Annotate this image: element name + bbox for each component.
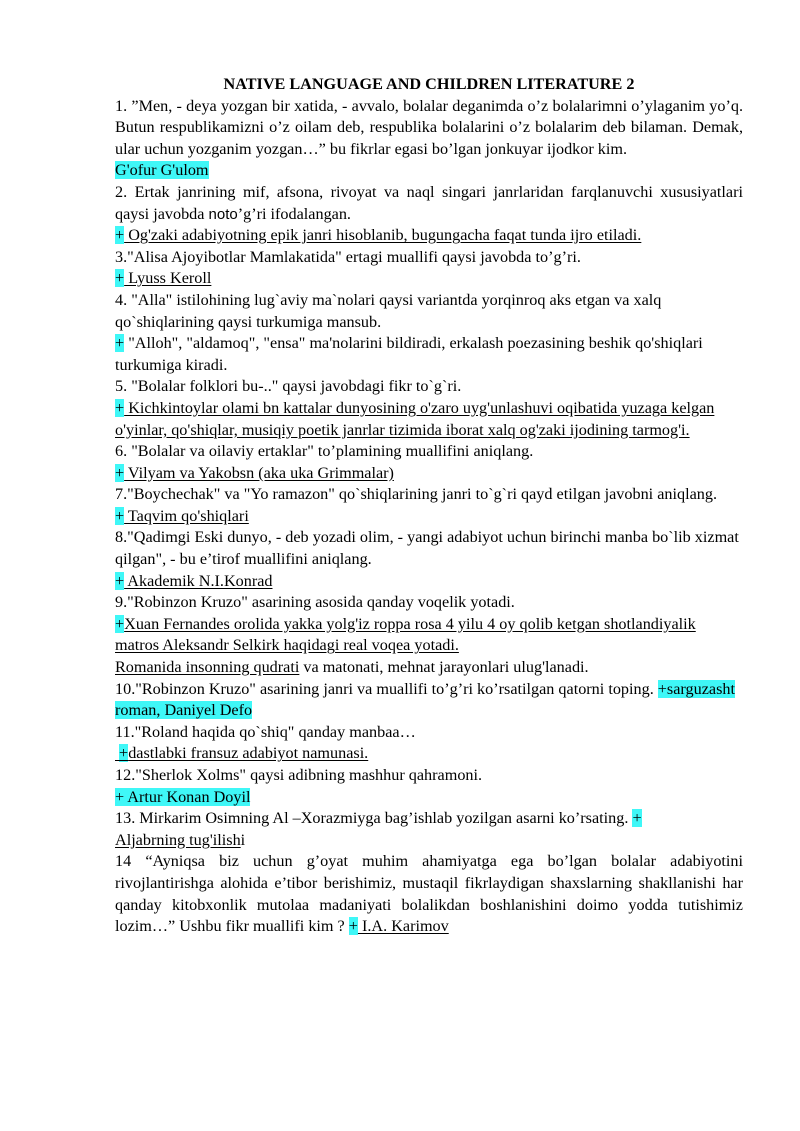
answer-2-text: Og'zaki adabiyotning epik janri hisoblanib, bugungacha faqat tunda ijro etiladi. (124, 226, 642, 245)
answer-2 (115, 225, 743, 247)
answer-11 (115, 743, 743, 765)
question-14 (115, 851, 743, 937)
answer-9-plus: + (115, 614, 125, 633)
answer-14-plus: + (348, 917, 358, 936)
answer-2-plus: + (115, 226, 125, 245)
answer-12-text: + Artur Konan Doyil (115, 787, 251, 806)
question-3: 3."Alisa Ajoyibotlar Mamlakatida" ertagi muallifi qaysi javobda to’g’ri. (115, 247, 581, 266)
answer-8-text: Akademik N.I.Konrad (124, 571, 273, 590)
question-6: 6. "Bolalar va oilaviy ertaklar" to’plamining muallifini aniqlang. (115, 442, 534, 461)
question-2-text-end: ’g’ri ifodalangan. (237, 204, 351, 223)
answer-11-plus: + (119, 744, 129, 763)
answer-6-plus: + (115, 463, 125, 482)
answer-11-text: dastlabki fransuz adabiyot namunasi. (128, 744, 369, 763)
answer-6 (115, 463, 743, 485)
answer-9-extra (115, 657, 743, 679)
answer-9-extra-underlined: Romanida insonning qudrati (115, 658, 300, 677)
answer-13-text: Aljabrning tug'ilish (115, 830, 241, 849)
answer-7 (115, 506, 743, 528)
answer-3 (115, 268, 743, 290)
answer-4 (115, 333, 743, 376)
answer-8-plus: + (115, 571, 125, 590)
answer-3-text: Lyuss Keroll (124, 269, 212, 288)
answer-12 (115, 787, 743, 809)
answer-1 (115, 160, 743, 182)
answer-13-plus: + (632, 809, 642, 828)
question-7: 7."Boychechak" va "Yo ramazon" qo`shiqlarining janri to`g`ri qayd etilgan javobni aniqlang. (115, 485, 717, 504)
answer-4-plus: + (115, 334, 125, 353)
question-5: 5. "Bolalar folklori bu-.." qaysi javobdagi fikr to`g`ri. (115, 377, 462, 396)
answer-5-plus: + (115, 398, 125, 417)
question-2 (115, 182, 743, 225)
answer-14-text: I.A. Karimov (357, 917, 449, 936)
question-10-text: 10."Robinzon Kruzo" asarining janri va muallifi to’g’ri ko’rsatilgan qatorni toping. (115, 679, 658, 698)
answer-8 (115, 571, 743, 593)
question-13-text: 13. Mirkarim Osimning Al –Xorazmiyga bag’ishlab yozilgan asarni ko’rsating. (115, 809, 633, 828)
answer-9-extra-text: va matonati, mehnat jarayonlari ulug'lanadi. (299, 658, 589, 677)
answer-3-plus: + (115, 269, 125, 288)
question-2-text: 2. Ertak janrining mif, afsona, rivoyat va naql singari janrlaridan farqlanuvchi xususiyatlari qaysi javobda (115, 182, 743, 223)
question-8: 8."Qadimgi Eski dunyo, - deb yozadi olim, - yangi adabiyot uchun birinchi manba bo`lib xizmat qilgan", - bu e’tirof muallifini aniqlang. (115, 528, 739, 569)
question-13 (115, 808, 743, 851)
question-9: 9."Robinzon Kruzo" asarining asosida qanday voqelik yotadi. (115, 593, 515, 612)
answer-13-text-end: i (240, 830, 246, 849)
answer-5-text: Kichkintoylar olami bn kattalar dunyosining o'zaro uyg'unlashuvi oqibatida yuzaga kelgan o'yinlar, qo'shiqlar, musiqiy poetik janrlar tizimida iborat xalq og'zaki ijodining tarmog'i. (115, 398, 715, 439)
answer-9-text: Xuan Fernandes orolida yakka yolg'iz roppa rosa 4 yilu 4 oy qolib ketgan shotlandiyalik matros Aleksandr Selkirk haqidagi real voqea yotadi. (115, 614, 696, 655)
question-14-text: 14 “Ayniqsa biz uchun g’oyat muhim ahamiyatga ega bo’lgan bolalar adabiyotini rivojlantirishga alohida e’tibor berishimiz, mustaqil fikrlaydigan shaxslarning shakllanishi har qanday kitobxonlik mutolaa madaniyati bolalikdan boshlanishini doimo yodda tutishimiz lozim…” Ushbu fikr muallifi kim ? (115, 852, 743, 936)
answer-7-text: Taqvim qo'shiqlari (124, 506, 249, 525)
document-page (115, 74, 743, 938)
question-4: 4. "Alla" istilohining lug`aviy ma`nolari qaysi variantda yorqinroq aks etgan va xalq qo`shiqlarining qaysi turkumiga mansub. (115, 290, 662, 331)
question-1: 1. ”Men, - deya yozgan bir xatida, - avvalo, bolalar deganimda o’z bolalarimni o’ylaganim yo’q. Butun respublikamizni o’z oilam deb, respublika bolalarini o’z bolalarim deb bilaman. Demak, ular uchun yozganim yozgan…” bu fikrlar egasi bo’lgan jonkuyar ijodkor kim. (115, 96, 743, 158)
answer-4-text: "Alloh", "aldamoq", "ensa" ma'nolarini bildiradi, erkalash poezasining beshik qo'shiqlari turkumiga kiradi. (115, 334, 703, 374)
question-10 (115, 679, 743, 722)
question-2-sans-word: noto (208, 205, 238, 223)
answer-1-text: G'ofur G'ulom (115, 161, 209, 180)
answer-6-text: Vilyam va Yakobsn (aka uka Grimmalar) (124, 463, 394, 482)
answer-7-plus: + (115, 506, 125, 525)
question-11: 11."Roland haqida qo`shiq" qanday manbaa… (115, 722, 416, 741)
answer-9 (115, 614, 743, 657)
question-12: 12."Sherlok Xolms" qaysi adibning mashhur qahramoni. (115, 766, 483, 784)
answer-5 (115, 398, 743, 441)
document-title: NATIVE LANGUAGE AND CHILDREN LITERATURE 2 (223, 75, 635, 93)
answer-10-text: +sarguzasht roman, Daniyel Defo (115, 679, 735, 720)
